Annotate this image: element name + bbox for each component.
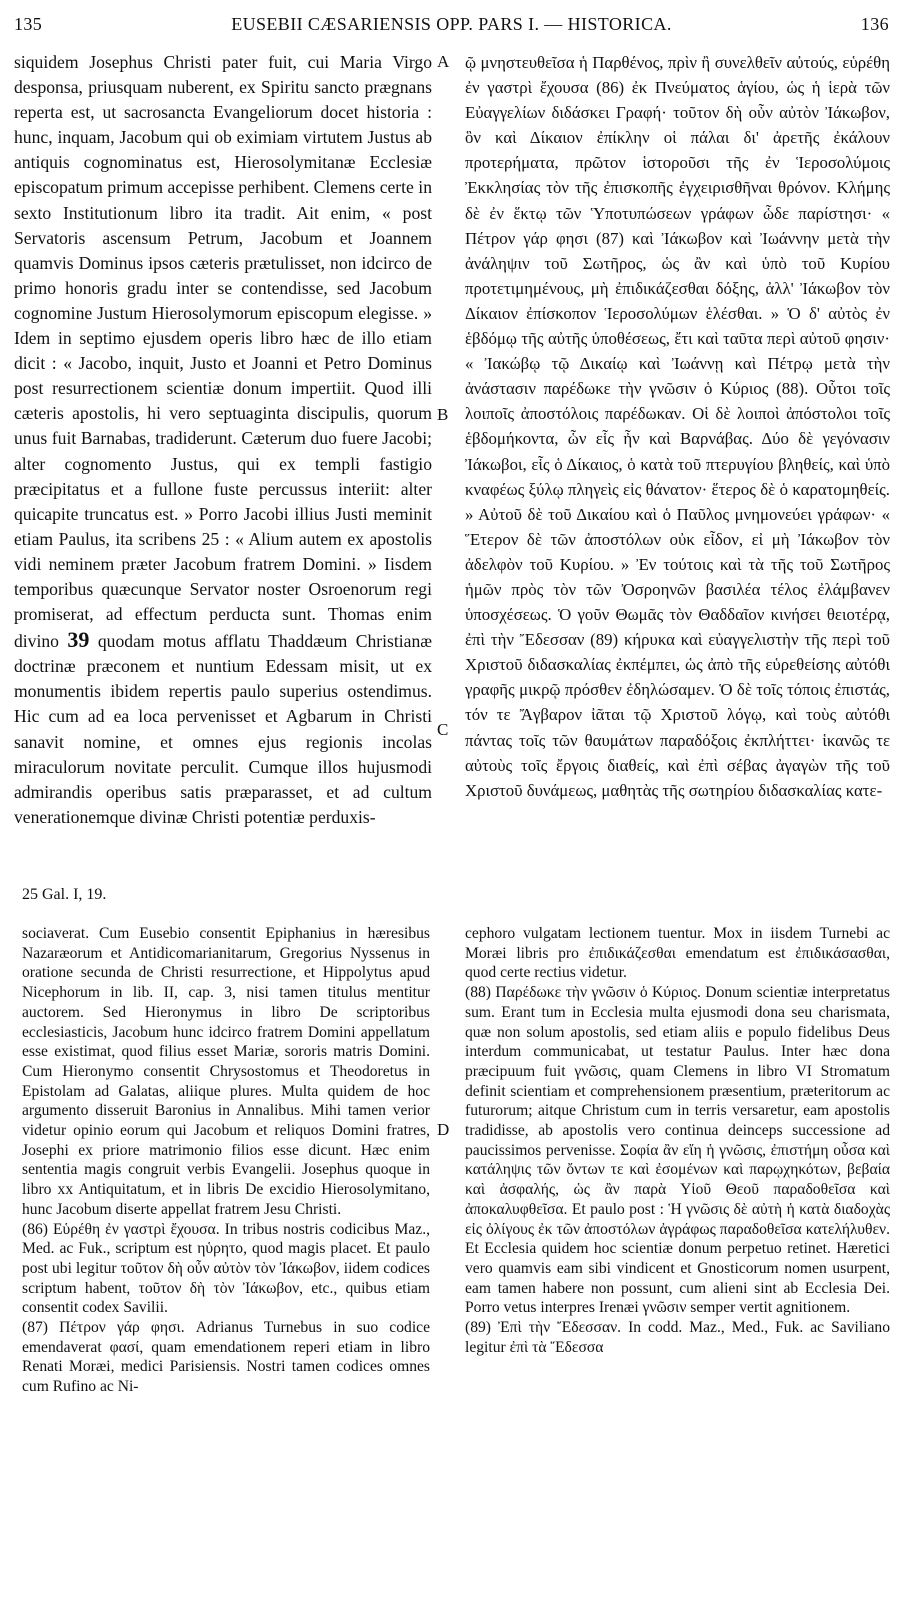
running-title: EUSEBII CÆSARIENSIS OPP. PARS I. — HISTORICA. [231, 14, 672, 34]
note-87: (87) Πέτρον γάρ φησι. Adrianus Turnebus in suo codice emendaverat φασί, quam emendationem reperi etiam in libro Renati Moræi, medici Parisiensis. Nostri tamen codices omnes cum Rufino ac Ni- [22, 1319, 430, 1396]
margin-marker-d: D [437, 1120, 450, 1139]
margin-marker-b: B [437, 405, 449, 424]
margin-marker-c: C [437, 720, 449, 739]
running-header [14, 14, 889, 40]
scripture-footnote: 25 Gal. I, 19. [22, 886, 107, 903]
latin-text-part2: quodam motus afflatu Thaddæum Christianæ doctrinæ præconem et nuntium Edessam misit, ut ex monumentis ibidem repertis paulo superius ostendimus. Hic cum ad ea loca pervenisset et Agbarum in Christi sanavit nomine, et omnes ejus regionis incolas miraculorum novitate perculit. Cumque illos hujusmodi admirandis operibus satis præparasset, et ad cultum venerationemque divinæ Christi potentiæ perduxis- [14, 631, 433, 827]
page-number-left: 135 [14, 14, 43, 34]
latin-main-text [14, 50, 432, 830]
page-number-right: 136 [860, 14, 889, 34]
notes-left-column [22, 924, 430, 1397]
note-88: (88) Παρέδωκε τὴν γνῶσιν ὁ Κύριος. Donum scientiæ interpretatus sum. Erant tum in Ecclesia multa ejusmodi dona seu charismata, quæ non solum apostolis, sed etiam aliis e populo fidelibus Deus interdum communicabat, ut testatur Paulus. Inter hæc dona præcipuum fuit γνῶσις, quam Clemens in libro VI Stromatum definit scientiam et comprehensionem præsentium, præteritorum ac futurorum; aitque Christum cum in terris versaretur, eam apostolis tradidisse, ab apostolis vero continua deinceps successione ad paucissimos pervenisse. Σοφία ἂν εἴη ἡ γνῶσις, ἐπιστήμη οὖσα καὶ κατάληψις τῶν ὄντων τε καὶ ἐσομένων καὶ παρῳχηκότων, βεβαία καὶ ἀσφαλής, ὡς ἂν παρὰ Υἱοῦ Θεοῦ παραδοθεῖσα καὶ ἀποκαλυφθεῖσα. Et paulo post : Ἡ γνῶσις δὲ αὐτὴ ἡ κατὰ διαδοχὰς εἰς ὀλίγους ἐκ τῶν ἀποστόλων ἀγράφως παραδοθεῖσα κατελήλυθεν. Et Ecclesia quidem hoc scientiæ donum perpetuo retinet. Hæretici vero quamvis eam sibi vindicent et Gnosticorum nomen usurpent, eam tamen habere non possunt, cum alieni sint ab Ecclesia Dei. Porro vetus interpres Irenæi γνῶσιν semper vertit agnitionem. [465, 984, 890, 1317]
notes-right-column [465, 924, 890, 1357]
note-89: (89) Ἐπὶ τὴν Ἔδεσσαν. In codd. Maz., Med., Fuk. ac Saviliano legitur ἐπὶ τὰ Ἔδεσσα [465, 1319, 890, 1356]
latin-paragraph [14, 50, 432, 830]
greek-paragraph: ῷ μνηστευθεῖσα ἡ Παρθένος, πρὶν ἢ συνελθεῖν αὐτούς, εὑρέθη ἐν γαστρὶ ἔχουσα (86) ἐκ Πνεύματος ἁγίου, ὡς ἡ ἱερὰ τῶν Εὐαγγελίων διδάσκει Γραφή· τοῦτον δὴ οὖν αὐτὸν Ἰάκωβον, ὃν καὶ Δίκαιον ἐπίκλην οἱ πάλαι δι' ἀρετῆς ἐκάλουν προτερήματα, πρῶτον ἱστοροῦσι τῆς ἐν Ἱεροσολύμοις Ἐκκλησίας τὸν τῆς ἐπισκοπῆς ἐγχειρισθῆναι θρόνον. Κλήμης δὲ ἐν ἕκτῳ τῶν Ὑποτυπώσεων γράφων ὧδε παρίστησι· « Πέτρον γάρ φησι (87) καὶ Ἰάκωβον καὶ Ἰωάννην μετὰ τὴν ἀνάληψιν τοῦ Σωτῆρος, ὡς ἂν καὶ ὑπὸ τοῦ Κυρίου προτετιμημένους, μὴ ἐπιδικάζεσθαι δόξης, ἀλλ' Ἰάκωβον τὸν Δίκαιον ἐπίσκοπον Ἱεροσολύμων ἑλέσθαι. » Ὁ δ' αὐτὸς ἐν ἑβδόμῳ τῆς αὐτῆς ὑποθέσεως, ἔτι καὶ ταῦτα περὶ αὐτοῦ φησιν· « Ἰακώβῳ τῷ Δικαίῳ καὶ Ἰωάννῃ καὶ Πέτρῳ μετὰ τὴν ἀνάστασιν παρέδωκε τὴν γνῶσιν ὁ Κύριος (88). Οὗτοι τοῖς λοιποῖς ἀποστόλοις παρέδωκαν. Οἱ δὲ λοιποὶ ἀπόστολοι τοῖς ἑβδομήκοντα, ὧν εἷς ἦν καὶ Βαρνάβας. Δύο δὲ γεγόνασιν Ἰάκωβοι, εἷς ὁ Δίκαιος, ὁ κατὰ τοῦ πτερυγίου βληθείς, καὶ ὑπὸ κναφέως ξύλῳ πληγεὶς εἰς θάνατον· ἕτερος δὲ ὁ καρατομηθείς. » Αὐτοῦ δὲ τοῦ Δικαίου καὶ ὁ Παῦλος μνημονεύει γράφων· « Ἕτερον δὲ τῶν ἀποστόλων οὐκ εἶδον, εἰ μὴ Ἰάκωβον τὸν ἀδελφὸν τοῦ Κυρίου. » Ἐν τούτοις καὶ τὰ τῆς τοῦ Σωτῆρος ἡμῶν πρὸς τὸν τῶν Ὀσροηνῶν βασιλέα τέλος ἐλάμβανεν ὑποσχέσεως. Ὁ γοῦν Θωμᾶς τὸν Θαδδαῖον κινήσει θειοτέρᾳ, ἐπὶ τὴν Ἔδεσσαν (89) κήρυκα καὶ εὐαγγελιστὴν τῆς περὶ τοῦ Χριστοῦ διδασκαλίας ἐκπέμπει, ὡς ἀπὸ τῆς εὑρεθείσης αὐτόθι γραφῆς μικρῷ πρόσθεν ἐδηλώσαμεν. Ὁ δὲ τοῖς τόποις ἐπιστάς, τόν τε Ἄγβαρον ἰᾶται τῷ Χριστοῦ λόγῳ, καὶ τοὺς αὐτόθι πάντας τοῖς τῶν θαυμάτων παραδόξοις ἐκπλήττει· ἱκανῶς τε αὐτοὺς τοῖς ἔργοις διαθείς, καὶ ἐπὶ σέβας ἀγαγὼν τῆς τοῦ Χριστοῦ δυνάμεως, μαθητὰς τῆς σωτηρίου διδασκαλίας κατε- [465, 53, 890, 800]
note-paragraph: sociaverat. Cum Eusebio consentit Epiphanius in hæresibus Nazaræorum et Antidicomarianitarum, Gregorius Nyssenus in oratione secunda de Christi resurrectione, et Hippolytus apud Nicephorum in lib. II, cap. 3, nisi tamen titulus mentitur auctorem. Sed Hieronymus in libro De scriptoribus ecclesiasticis, Jacobum hunc idcirco fratrem Domini appellatum esse existimat, quod filius esset Mariæ, sororis matris Domini. Cum Hieronymo consentit Chrysostomus et Theodoretus in Epistolam ad Galatas, aliique plures. Multa quidem de hoc argumento disseruit Baronius in Annalibus. Mihi tamen verior videtur opinio eorum qui Jacobum et reliquos Domini fratres, Josephi ex priore matrimonio filios esse dicunt. Hæc enim sententia magis congruit verbis Evangelii. Josephus quoque in libro xx Antiquitatum, et in libris De excidio Hierosolymitano, hunc Jacobum diserte appellat fratrem Jesu Christi. [22, 925, 430, 1218]
margin-marker-a: A [437, 52, 450, 71]
greek-main-text [465, 50, 890, 803]
latin-text-part1: siquidem Josephus Christi pater fuit, cui Maria Virgo desponsa, priusquam nuberent, ex Spiritu sancto prægnans reperta est, ut sacrosancta Evangeliorum docet historia : hunc, inquam, Jacobum qui ob eximiam virtutem Justus ab antiquis cognominatus est, Hierosolymitanæ Ecclesiæ episcopatum primum accepisse perhibent. Clemens certe in sexto Institutionum libro ita tradit. Ait enim, « post Servatoris ascensum Petrum, Jacobum et Joannem quamvis Dominus ipsos cæteris prætulisset, non idcirco de primo honoris gradu inter se contendisse, sed Jacobum cognomine Justum Hierosolymorum episcopum elegisse. » Idem in septimo ejusdem operis libro hæc de illo etiam dicit : « Jacobo, inquit, Justo et Joanni et Petro Dominus post resurrectionem scientiæ donum impertiit. Quod illi cæteris apostolis, hi vero septuaginta discipulis, quorum unus fuit Barnabas, tradiderunt. Cæterum duo fuere Jacobi; alter cognomento Justus, qui ex templi fastigio præcipitatus et a fullone fuste percussus interiit: alter quicapite truncatus est. » Porro Jacobi illius Justi meminit etiam Paulus, ita scribens 25 : « Alium autem ex apostolis vidi neminem præter Jacobum fratrem Domini. » Iisdem temporibus quæcunque Servator noster Osroenorum regi promiserat, ad effectum perducta sunt. Thomas enim divino [14, 52, 432, 652]
chapter-number: 39 [67, 627, 90, 653]
note-86: (86) Εὑρέθη ἐν γαστρὶ ἔχουσα. In tribus nostris codicibus Maz., Med. ac Fuk., scriptum est ηὑρητο, quod magis placet. Et paulo post ubi legitur τοῦτον δὴ οὖν αὐτὸν τὸν Ἰάκωβον, iidem codices scriptum habent, τοῦτον δὴ τὸν Ἰάκωβον, etc., quibus etiam consentit codex Savilii. [22, 1220, 430, 1317]
note-paragraph: cephoro vulgatam lectionem tuentur. Mox in iisdem Turnebi ac Moræi libris pro ἐπιδικάζεσθαι emendatum est ἐπιδικάσασθαι, quod certe rectius videtur. [465, 925, 890, 982]
